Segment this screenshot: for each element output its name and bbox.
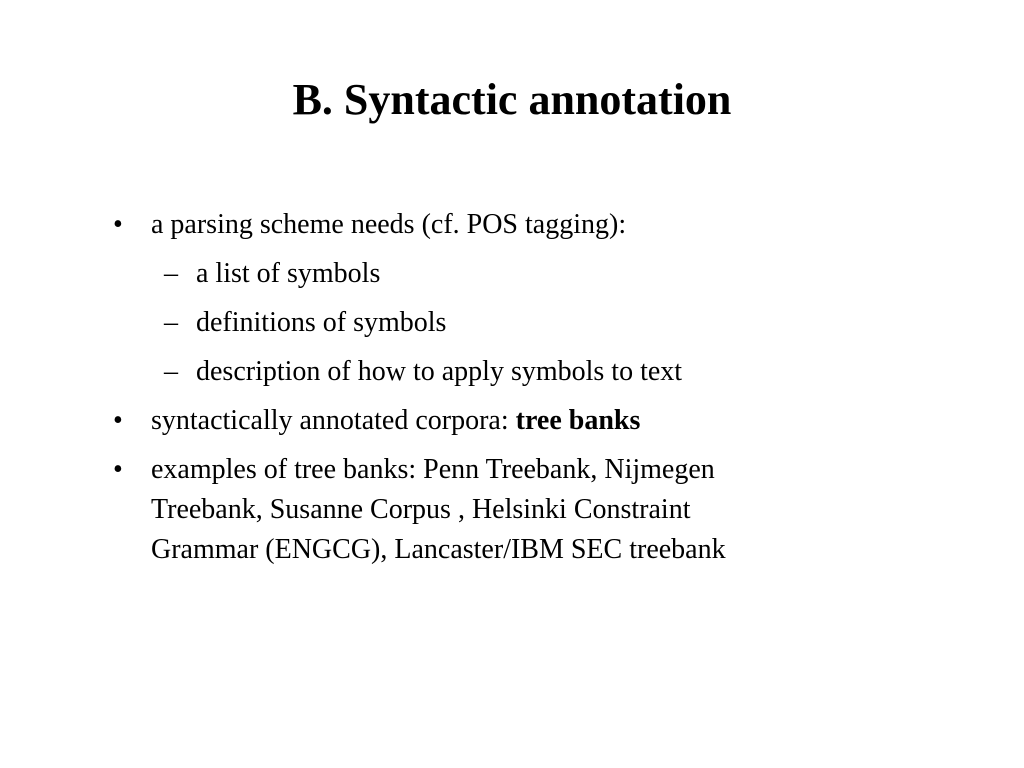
bullet-text-bold: tree banks bbox=[515, 405, 641, 436]
bullet-marker: • bbox=[113, 209, 123, 240]
bullet-text-line: examples of tree banks: Penn Treebank, Nijmegen bbox=[151, 454, 715, 485]
sub-marker: – bbox=[164, 258, 178, 289]
bullet-marker: • bbox=[113, 405, 123, 436]
bullet-text-line: Treebank, Susanne Corpus , Helsinki Constraint bbox=[151, 494, 691, 525]
sub-marker: – bbox=[164, 307, 178, 338]
subitem-text: a list of symbols bbox=[196, 258, 381, 289]
slide-title: B. Syntactic annotation bbox=[292, 75, 732, 124]
bullet-marker: • bbox=[113, 454, 123, 485]
bullet-text bbox=[151, 450, 871, 570]
bullet-text: a parsing scheme needs (cf. POS tagging): bbox=[151, 209, 627, 240]
bullet-text bbox=[151, 401, 871, 441]
sub-marker: – bbox=[164, 356, 178, 387]
bullet-text-plain: syntactically annotated corpora: bbox=[151, 405, 516, 436]
subitem-text: definitions of symbols bbox=[196, 307, 447, 338]
bullet-text-line: Grammar (ENGCG), Lancaster/IBM SEC treebank bbox=[151, 534, 726, 565]
subitem-text: description of how to apply symbols to text bbox=[196, 356, 683, 387]
